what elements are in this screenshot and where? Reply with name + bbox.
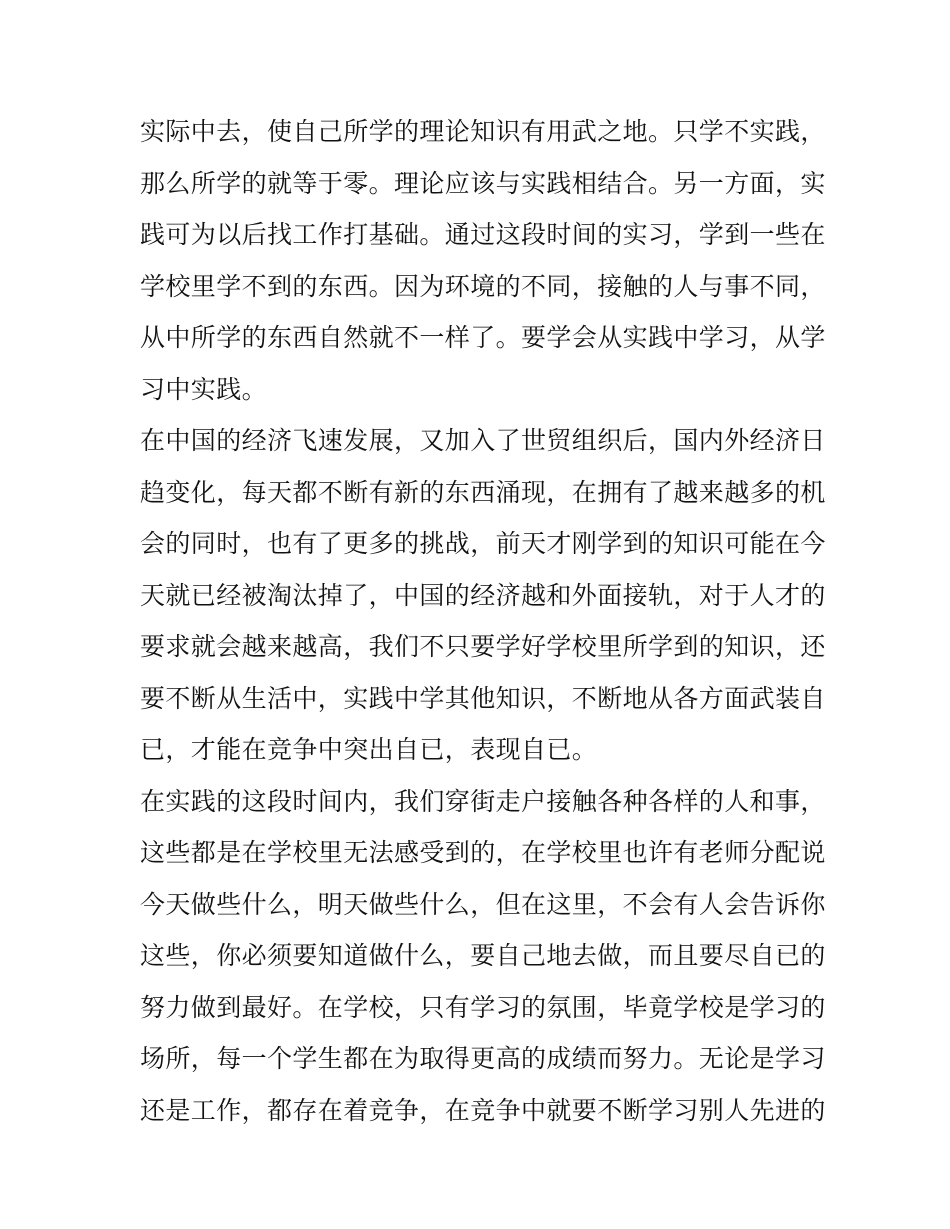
text-line: 努力做到最好。在学校，只有学习的氛围，毕竟学校是学习的: [140, 992, 826, 1022]
text-line: 这些都是在学校里无法感受到的，在学校里也许有老师分配说: [140, 838, 826, 867]
text-line: 实际中去，使自己所学的理论知识有用武之地。只学不实践，: [140, 117, 826, 146]
text-line: 践可为以后找工作打基础。通过这段时间的实习，学到一些在: [140, 220, 826, 249]
text-line: 已，才能在竞争中突出自已，表现自已。: [140, 735, 598, 764]
text-line: 会的同时，也有了更多的挑战，前天才刚学到的知识可能在今: [140, 529, 826, 558]
document-body: [140, 106, 840, 1136]
text-line: 这些，你必须要知道做什么，要自己地去做，而且要尽自已的: [140, 941, 826, 970]
text-line: 习中实践。: [140, 374, 268, 404]
text-line: 学校里学不到的东西。因为环境的不同，接触的人与事不同，: [140, 271, 826, 301]
text-line: 还是工作，都存在着竞争，在竞争中就要不断学习别人先进的: [140, 1095, 826, 1125]
text-line: 那么所学的就等于零。理论应该与实践相结合。另一方面，实: [140, 168, 826, 198]
text-line: 天就已经被淘汰掉了，中国的经济越和外面接轨，对于人才的: [140, 580, 826, 610]
text-line: 趋变化，每天都不断有新的东西涌现，在拥有了越来越多的机: [140, 477, 826, 507]
text-line: 今天做些什么，明天做些什么，但在这里，不会有人会告诉你: [140, 889, 826, 919]
text-line: 场所，每一个学生都在为取得更高的成绩而努力。无论是学习: [140, 1044, 826, 1073]
text-line: 要求就会越来越高，我们不只要学好学校里所学到的知识，还: [140, 632, 826, 661]
text-line: 在中国的经济飞速发展，又加入了世贸组织后，国内外经济日: [140, 426, 826, 455]
text-line: 从中所学的东西自然就不一样了。要学会从实践中学习，从学: [140, 323, 826, 352]
text-line: 在实践的这段时间内，我们穿街走户接触各种各样的人和事，: [140, 786, 826, 816]
text-line: 要不断从生活中，实践中学其他知识，不断地从各方面武装自: [140, 683, 826, 713]
